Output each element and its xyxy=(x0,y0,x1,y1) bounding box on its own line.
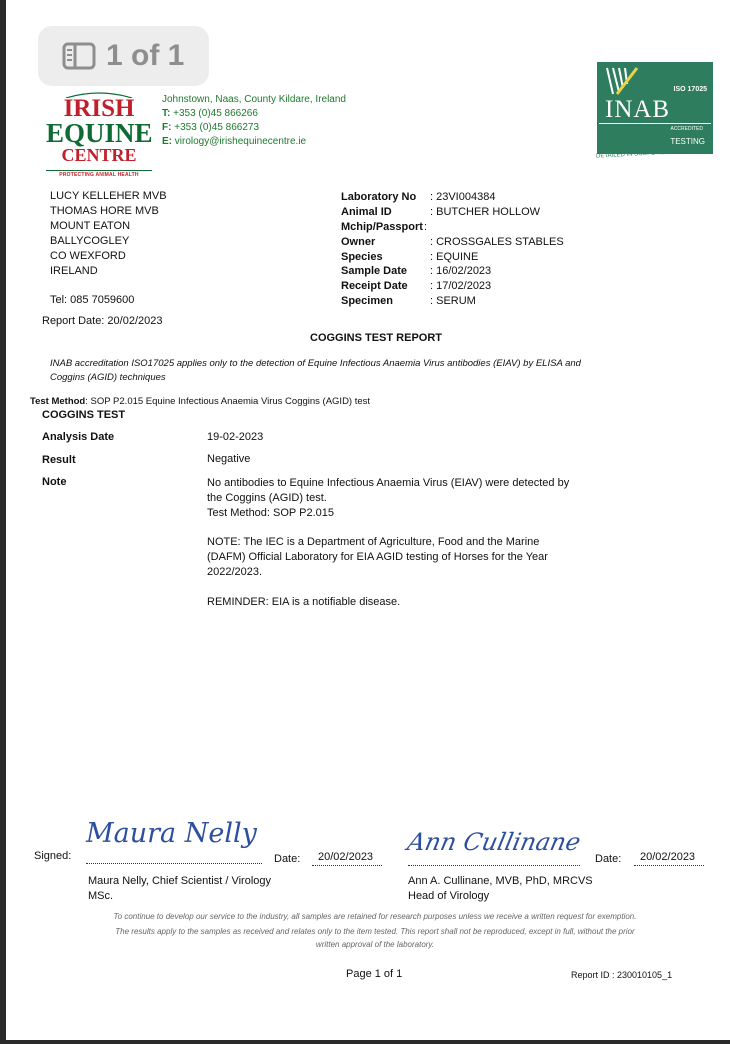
recipient-line-2: THOMAS HORE MVB xyxy=(50,205,159,217)
disclaimer-line-3: written approval of the laboratory. xyxy=(315,940,435,949)
page-counter-text: 1 of 1 xyxy=(106,39,185,72)
recipient-line-6: IRELAND xyxy=(50,265,98,277)
result-value: Negative xyxy=(207,453,251,465)
accreditation-note-line-2: Coggins (AGID) techniques xyxy=(50,372,166,383)
logo-line-1: IRISH xyxy=(63,95,135,122)
sidebar-panel-icon xyxy=(62,42,96,70)
detail-label-receipt-date: Receipt Date xyxy=(341,280,408,292)
viewer-bottom-edge xyxy=(0,1040,730,1044)
signature-2-line xyxy=(408,865,580,866)
sig1-date-label: Date: xyxy=(274,853,301,865)
detail-label-specimen: Specimen xyxy=(341,295,393,307)
detail-label-lab-no: Laboratory No xyxy=(341,191,417,203)
logo-line-3: CENTRE xyxy=(61,145,137,165)
inab-reg-number: DETAILED IN SCOPE REG NO.151T xyxy=(595,148,697,160)
sig2-date-line xyxy=(634,865,704,866)
inab-iso: ISO 17025 xyxy=(673,86,707,93)
tel: +353 (0)45 866266 xyxy=(173,108,258,119)
sig1-date: 20/02/2023 xyxy=(318,851,374,863)
recipient-line-5: CO WEXFORD xyxy=(50,250,126,262)
accreditation-note-line-1: INAB accreditation ISO17025 applies only to the detection of Equine Infectious Anaemia Virus antibodies (EIAV) by ELISA and xyxy=(50,358,581,369)
report-date: Report Date: 20/02/2023 xyxy=(42,315,163,327)
test-method-value: : SOP P2.015 Equine Infectious Anaemia Virus Coggins (AGID) test xyxy=(85,396,371,407)
test-method-label: Test Method xyxy=(30,396,86,407)
test-method-line xyxy=(30,394,370,409)
logo-arc-icon xyxy=(46,90,152,98)
address: Johnstown, Naas, County Kildare, Ireland xyxy=(162,94,346,105)
logo-tagline: PROTECTING ANIMAL HEALTH xyxy=(46,170,152,178)
sig2-name-line-2: Head of Virology xyxy=(408,890,490,902)
detail-value-animal-id: : BUTCHER HOLLOW xyxy=(430,206,541,218)
signature-2: Ann Cullinane xyxy=(405,828,584,856)
disclaimer-line-2: The results apply to the samples as received and relates only to the item tested. This report shall not be reproduced, except in full, without the prior xyxy=(115,927,635,936)
tel-label: T: xyxy=(162,108,171,119)
sig2-date-label: Date: xyxy=(595,853,622,865)
sig2-date: 20/02/2023 xyxy=(640,851,696,863)
detail-label-sample-date: Sample Date xyxy=(341,265,408,277)
logo-line-2: EQUINE xyxy=(46,118,153,148)
note-label: Note xyxy=(42,476,67,488)
detail-value-species: : EQUINE xyxy=(430,251,479,263)
analysis-date-value: 19-02-2023 xyxy=(207,431,264,443)
detail-value-mchip: : xyxy=(424,221,428,233)
sig1-name-line-2: MSc. xyxy=(88,890,114,902)
recipient-tel: Tel: 085 7059600 xyxy=(50,294,135,306)
note2-line-1: NOTE: The IEC is a Department of Agriculture, Food and the Marine xyxy=(207,536,540,548)
signature-1-line xyxy=(86,863,262,864)
viewer-left-edge xyxy=(0,0,6,1044)
detail-label-mchip: Mchip/Passport xyxy=(341,221,423,233)
detail-label-animal-id: Animal ID xyxy=(341,206,392,218)
email: virology@irishequinecentre.ie xyxy=(174,136,307,147)
section-heading: COGGINS TEST xyxy=(42,409,126,421)
signed-label: Signed: xyxy=(34,850,72,862)
note2-line-2: (DAFM) Official Laboratory for EIA AGID testing of Horses for the Year xyxy=(207,551,548,563)
detail-value-lab-no: : 23VI004384 xyxy=(430,191,496,203)
irish-equine-centre-logo xyxy=(46,96,152,178)
contact-block xyxy=(162,93,346,149)
result-label: Result xyxy=(42,454,76,466)
inab-testing: TESTING xyxy=(670,137,705,146)
recipient-line-4: BALLYCOGLEY xyxy=(50,235,130,247)
page-counter-pill[interactable] xyxy=(38,26,209,86)
fax-label: F: xyxy=(162,122,172,133)
note2-line-3: 2022/2023. xyxy=(207,566,263,578)
analysis-date-label: Analysis Date xyxy=(42,431,115,443)
fax: +353 (0)45 866273 xyxy=(174,122,260,133)
recipient-line-1: LUCY KELLEHER MVB xyxy=(50,190,167,202)
report-title: COGGINS TEST REPORT xyxy=(310,332,443,344)
sig1-date-line xyxy=(312,865,382,866)
recipient-line-3: MOUNT EATON xyxy=(50,220,131,232)
report-id: Report ID : 230010105_1 xyxy=(571,970,673,980)
detail-value-receipt-date: : 17/02/2023 xyxy=(430,280,492,292)
inab-accreditation-badge xyxy=(597,62,713,154)
note-line-1: No antibodies to Equine Infectious Anaemia Virus (EIAV) were detected by xyxy=(207,477,570,489)
detail-label-owner: Owner xyxy=(341,236,376,248)
detail-value-owner: : CROSSGALES STABLES xyxy=(430,236,564,248)
signature-1: Maura Nelly xyxy=(86,818,257,849)
detail-value-sample-date: : 16/02/2023 xyxy=(430,265,492,277)
inab-accredited: ACCREDITED xyxy=(599,123,711,132)
note-line-2: the Coggins (AGID) test. xyxy=(207,492,327,504)
note-line-3: Test Method: SOP P2.015 xyxy=(207,507,334,519)
detail-value-specimen: : SERUM xyxy=(430,295,476,307)
sig1-name-line-1: Maura Nelly, Chief Scientist / Virology xyxy=(88,875,271,887)
inab-name: INAB xyxy=(605,96,671,123)
email-label: E: xyxy=(162,136,172,147)
disclaimer-line-1: To continue to develop our service to the industry, all samples are retained for research purposes unless we receive a written request for exemption. xyxy=(113,912,637,921)
page-number: Page 1 of 1 xyxy=(346,968,403,980)
reminder: REMINDER: EIA is a notifiable disease. xyxy=(207,596,401,608)
sig2-name-line-1: Ann A. Cullinane, MVB, PhD, MRCVS xyxy=(408,875,593,887)
inab-swoosh-icon xyxy=(603,66,643,96)
detail-label-species: Species xyxy=(341,251,383,263)
